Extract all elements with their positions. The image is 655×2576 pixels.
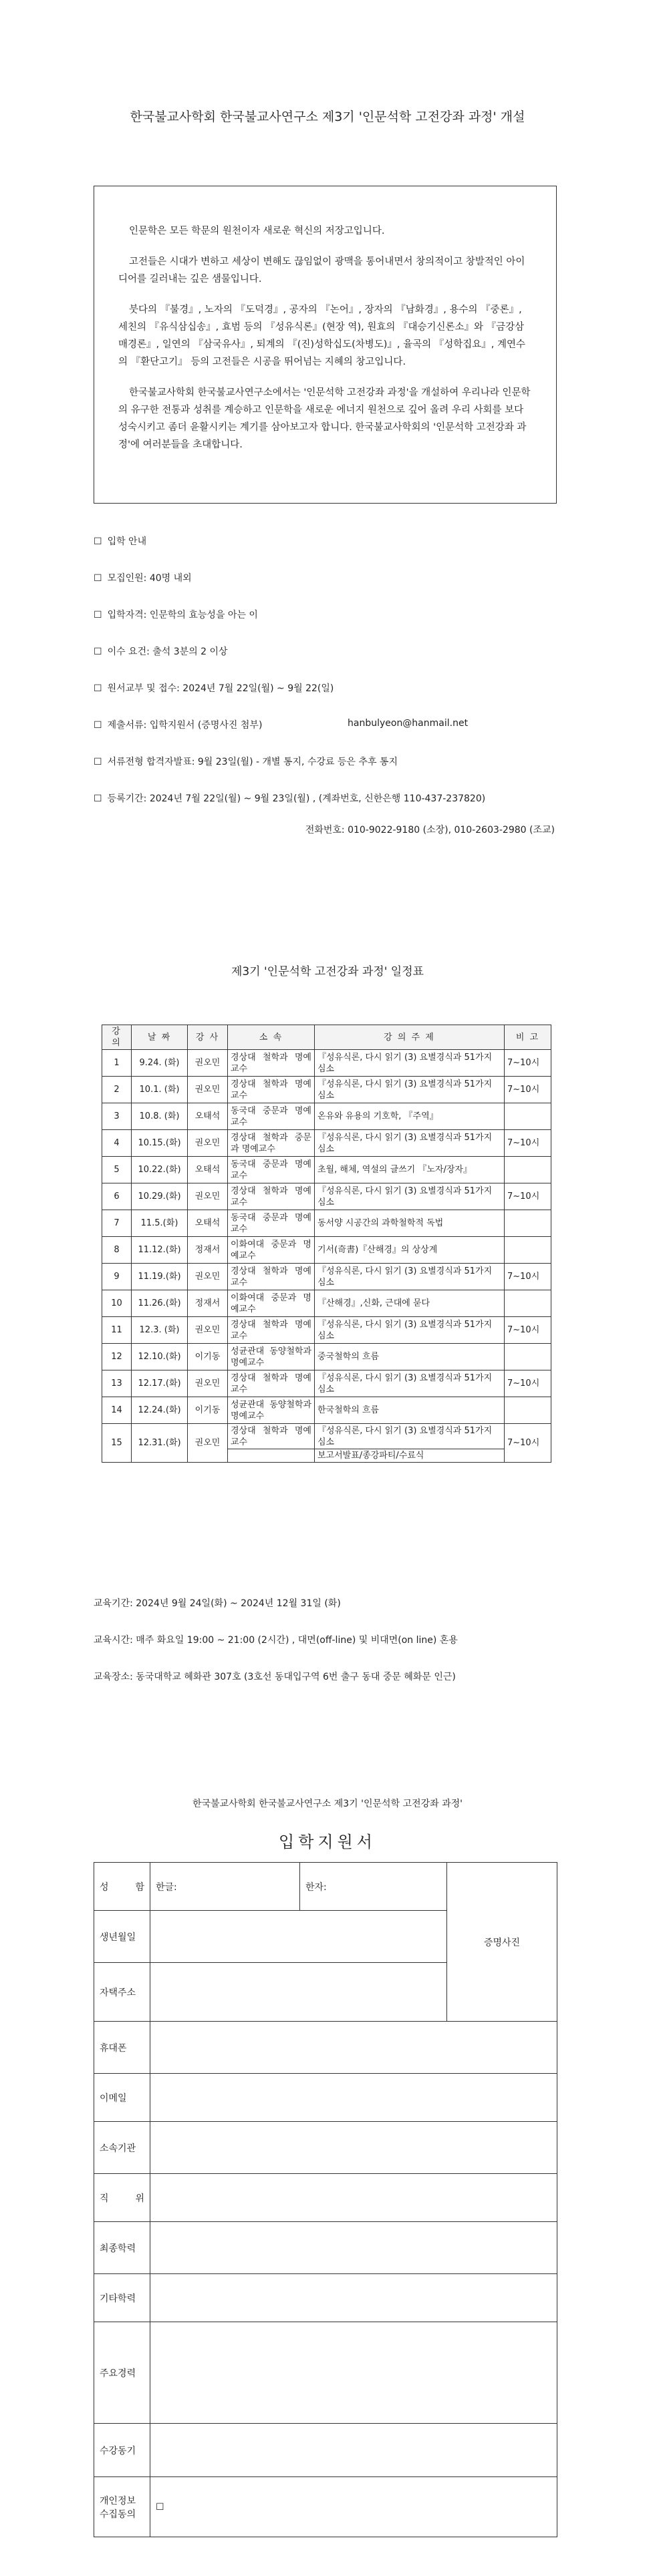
checkbox-icon: ☐ — [94, 683, 102, 694]
schedule-title: 제3기 '인문석학 고전강좌 과정' 일정표 — [231, 965, 424, 978]
affiliation: 경상대 철학과 명예교수 — [228, 1183, 315, 1210]
lecture-date: 12.24.(화) — [132, 1397, 188, 1424]
schedule-row — [102, 1183, 551, 1210]
checkbox-icon: ☐ — [94, 573, 102, 584]
phone-info: 전화번호: 010-9022-9180 (소장), 010-2603-2980 (조교) — [305, 825, 555, 836]
phone-label: 휴대폰 — [94, 2022, 150, 2074]
schedule-table — [102, 1025, 551, 1463]
lecture-topic: 『성유식론, 다시 읽기 (3) 요별경식과 51가지 심소 — [315, 1424, 505, 1449]
schedule-row — [102, 1344, 551, 1370]
note — [505, 1290, 551, 1317]
affiliation: 동국대 중문과 명예교수 — [228, 1157, 315, 1183]
checkbox-icon: ☐ — [94, 793, 102, 804]
info-text: 이수 요건: 출석 3분의 2 이상 — [107, 647, 228, 657]
lecture-date: 12.31.(화) — [132, 1424, 188, 1463]
lecture-date: 9.24. (화) — [132, 1050, 188, 1077]
lecture-number: 11 — [102, 1317, 132, 1344]
lecture-topic: 『성유식론, 다시 읽기 (3) 요별경식과 51가지 심소 — [315, 1130, 505, 1157]
name-label: 성 함 — [94, 1863, 150, 1911]
info-item-application — [94, 681, 334, 695]
lecture-number: 4 — [102, 1130, 132, 1157]
motive-label: 수강동기 — [94, 2424, 150, 2477]
address-label: 자택주소 — [94, 1963, 150, 2022]
schedule-row — [102, 1264, 551, 1290]
application-form — [94, 1862, 557, 2537]
note — [505, 1397, 551, 1424]
note: 7~10시 — [505, 1050, 551, 1077]
schedule-row — [102, 1050, 551, 1077]
position-label: 직 위 — [94, 2174, 150, 2222]
affiliation: 경상대 철학과 명예교수 — [228, 1077, 315, 1103]
note: 7~10시 — [505, 1130, 551, 1157]
lecture-number: 3 — [102, 1103, 132, 1130]
affiliation: 이화여대 중문과 명예교수 — [228, 1290, 315, 1317]
org-field[interactable] — [150, 2122, 557, 2174]
info-text: 입학자격: 인문학의 효능성을 아는 이 — [107, 610, 258, 620]
schedule-row — [102, 1317, 551, 1344]
lecture-number: 2 — [102, 1077, 132, 1103]
note: 7~10시 — [505, 1317, 551, 1344]
lecture-number: 12 — [102, 1344, 132, 1370]
form-header: 한국불교사학회 한국불교사연구소 제3기 '인문석학 고전강좌 과정' — [192, 1799, 463, 1809]
affiliation: 경상대 철학과 중문과 명예교수 — [228, 1130, 315, 1157]
affiliation: 동국대 중문과 명예교수 — [228, 1103, 315, 1130]
lecture-topic: 중국철학의 흐름 — [315, 1344, 505, 1370]
schedule-header-cell: 강 의 — [102, 1025, 132, 1050]
checkbox-icon: ☐ — [94, 536, 102, 547]
affiliation: 성균관대 동양철학과 명예교수 — [228, 1344, 315, 1370]
lecture-date: 10.29.(화) — [132, 1183, 188, 1210]
note: 7~10시 — [505, 1264, 551, 1290]
schedule-header-cell: 강 사 — [188, 1025, 228, 1050]
lecture-date: 11.26.(화) — [132, 1290, 188, 1317]
lecturer: 이기동 — [188, 1344, 228, 1370]
schedule-row — [102, 1290, 551, 1317]
career-field[interactable] — [150, 2322, 557, 2424]
affiliation: 경상대 철학과 명예교수 — [228, 1050, 315, 1077]
lecture-date: 12.10.(화) — [132, 1344, 188, 1370]
schedule-row — [102, 1397, 551, 1424]
info-text: 서류전형 합격자발표: 9월 23일(월) - 개별 통지, 수강료 등은 추후 통지 — [107, 757, 398, 767]
lecturer: 권오민 — [188, 1183, 228, 1210]
lecturer: 오태석 — [188, 1103, 228, 1130]
info-text: 모집인원: 40명 내외 — [107, 573, 192, 584]
schedule-row — [102, 1424, 551, 1449]
lecture-date: 11.5.(화) — [132, 1210, 188, 1237]
schedule-header-row — [102, 1025, 551, 1050]
lecturer: 권오민 — [188, 1370, 228, 1397]
affiliation: 경상대 철학과 명예교수 — [228, 1424, 315, 1449]
affiliation: 경상대 철학과 명예교수 — [228, 1317, 315, 1344]
lecturer: 오태석 — [188, 1210, 228, 1237]
schedule-row — [102, 1237, 551, 1264]
privacy-checkbox[interactable]: ☐ — [156, 2501, 164, 2513]
lecture-date: 11.12.(화) — [132, 1237, 188, 1264]
birth-field[interactable] — [150, 1911, 447, 1963]
lecturer: 권오민 — [188, 1050, 228, 1077]
photo-label: 증명사진 — [483, 1937, 521, 1948]
intro-paragraph: 고전들은 시대가 변하고 세상이 변해도 끊임없이 광맥을 통어내면서 창의적이고 창발적인 아이디어를 길러내는 깊은 샘물입니다. — [118, 256, 525, 285]
lecture-topic: 한국철학의 흐름 — [315, 1397, 505, 1424]
lecture-topic: 『성유식론, 다시 읽기 (3) 요별경식과 51가지 심소 — [315, 1317, 505, 1344]
lecture-number: 8 — [102, 1237, 132, 1264]
schedule-row — [102, 1157, 551, 1183]
info-item-requirement — [94, 645, 228, 658]
info-item-documents — [94, 718, 469, 731]
intro-box — [94, 186, 557, 504]
checkbox-icon: ☐ — [94, 757, 102, 767]
phone-field[interactable] — [150, 2022, 557, 2074]
edu-field[interactable] — [150, 2222, 557, 2274]
info-item-qualification — [94, 608, 258, 621]
affiliation: 성균관대 동양철학과 명예교수 — [228, 1397, 315, 1424]
lecture-number: 6 — [102, 1183, 132, 1210]
lecture-date: 11.19.(화) — [132, 1264, 188, 1290]
lecture-number: 9 — [102, 1264, 132, 1290]
lecture-number: 14 — [102, 1397, 132, 1424]
lecture-topic: 『성유식론, 다시 읽기 (3) 요별경식과 51가지 심소 — [315, 1183, 505, 1210]
name-hanja-field[interactable] — [300, 1863, 447, 1911]
lecture-number: 7 — [102, 1210, 132, 1237]
closing-event: 보고서발표/종강파티/수료식 — [315, 1449, 505, 1463]
schedule-row — [102, 1077, 551, 1103]
edu-label: 최종학력 — [94, 2222, 150, 2274]
privacy-label: 개인정보 수집동의 — [94, 2477, 150, 2537]
info-text: 입학 안내 — [107, 536, 147, 547]
lecturer: 정재서 — [188, 1237, 228, 1264]
note — [505, 1157, 551, 1183]
note — [505, 1344, 551, 1370]
lecturer: 권오민 — [188, 1130, 228, 1157]
address-field[interactable] — [150, 1963, 447, 2022]
lecture-date: 10.1. (화) — [132, 1077, 188, 1103]
note: 7~10시 — [505, 1077, 551, 1103]
photo-box[interactable] — [447, 1863, 557, 2022]
education-place: 교육장소: 동국대학교 혜화관 307호 (3호선 동대입구역 6번 출구 동대 중문 혜화문 인근) — [94, 1672, 456, 1682]
career-label: 주요경력 — [94, 2322, 150, 2424]
lecture-date: 10.8. (화) — [132, 1103, 188, 1130]
lecture-date: 12.3. (화) — [132, 1317, 188, 1344]
info-item-admission — [94, 534, 146, 548]
info-text: 등록기간: 2024년 7월 22일(월) ~ 9월 23일(월) , (계좌번호, 신한은행 110-437-237820) — [107, 793, 486, 804]
name-korean-field[interactable] — [150, 1863, 300, 1911]
info-item-quota — [94, 571, 192, 584]
affiliation: 동국대 중문과 명예교수 — [228, 1210, 315, 1237]
info-item-registration — [94, 791, 485, 805]
note — [505, 1210, 551, 1237]
lecture-number: 10 — [102, 1290, 132, 1317]
note: 7~10시 — [505, 1370, 551, 1397]
schedule-header-cell: 소 속 — [228, 1025, 315, 1050]
lecture-number: 15 — [102, 1424, 132, 1463]
intro-paragraph: 붓다의 『불경』, 노자의 『도덕경』, 공자의 『논어』, 장자의 『남화경』, 용수의 『중론』, 세친의 『유식삼십송』, 효범 등의 『성유식론』(현장 역), 원효의 『대승기신론소』와 『금강삼매경론』, 일연의 『삼국유사』, 퇴계의 『(진)성학십도(차병도)』, 율곡의 『성학집요』, 계연수의 『환단고기』 등의 고전들은 시공을 뛰어넘는 지혜의 창고입니다. — [118, 305, 526, 367]
form-title: 입학지원서 — [279, 1833, 376, 1851]
lecturer: 이기동 — [188, 1397, 228, 1424]
lecturer: 권오민 — [188, 1264, 228, 1290]
intro-paragraph: 인문학은 모든 학문의 원천이자 새로운 혁신의 저장고입니다. — [129, 226, 385, 236]
email-link[interactable]: hanbulyeon@hanmail.net — [348, 718, 469, 729]
lecture-number: 13 — [102, 1370, 132, 1397]
affiliation: 경상대 철학과 명예교수 — [228, 1264, 315, 1290]
lecture-topic: 『성유식론, 다시 읽기 (3) 요별경식과 51가지 심소 — [315, 1264, 505, 1290]
affiliation: 경상대 철학과 명예교수 — [228, 1370, 315, 1397]
schedule-header-cell: 비 고 — [505, 1025, 551, 1050]
korean-label: 한글: — [156, 1881, 177, 1893]
info-text: 제출서류: 입학지원서 (증명사진 첨부) — [107, 720, 263, 731]
lecture-topic: 동서양 시공간의 과학철학적 독법 — [315, 1210, 505, 1237]
lecturer: 오태석 — [188, 1157, 228, 1183]
lecture-date: 10.22.(화) — [132, 1157, 188, 1183]
checkbox-icon: ☐ — [94, 610, 102, 620]
intro-paragraph: 한국불교사학회 한국불교사연구소에서는 '인문석학 고전강좌 과정'을 개설하여 우리나라 인문학의 유구한 전통과 성취를 계승하고 인문학을 새로운 에너지 원천으로 깊어 올려 우리 사회를 보다 성숙시키고 좀더 윤활시키는 계기를 삼아보고자 합니다. 한국불교사학회의 '인문석학 고전강좌 과정'에 여러분들을 초대합니다. — [118, 387, 531, 450]
other-edu-label: 기타학력 — [94, 2274, 150, 2322]
lecturer: 권오민 — [188, 1317, 228, 1344]
lecture-topic: 기서(奇書)『산해경』의 상상계 — [315, 1237, 505, 1264]
affiliation: 이화여대 중문과 명예교수 — [228, 1237, 315, 1264]
note — [505, 1103, 551, 1130]
lecturer: 권오민 — [188, 1424, 228, 1463]
email-label: 이메일 — [94, 2074, 150, 2122]
lecture-date: 10.15.(화) — [132, 1130, 188, 1157]
education-time: 교육시간: 매주 화요일 19:00 ~ 21:00 (2시간) , 대면(off-line) 및 비대면(on line) 혼용 — [94, 1635, 458, 1646]
lecture-number: 1 — [102, 1050, 132, 1077]
schedule-row — [102, 1370, 551, 1397]
lecture-number: 5 — [102, 1157, 132, 1183]
lecture-topic: 『성유식론, 다시 읽기 (3) 요별경식과 51가지 심소 — [315, 1370, 505, 1397]
privacy-consent-field — [150, 2477, 557, 2537]
lecture-topic: 『성유식론, 다시 읽기 (3) 요별경식과 51가지 심소 — [315, 1077, 505, 1103]
hanja-label: 한자: — [305, 1881, 327, 1893]
schedule-row — [102, 1130, 551, 1157]
lecturer: 권오민 — [188, 1077, 228, 1103]
other-edu-field[interactable] — [150, 2274, 557, 2322]
schedule-header-cell: 날 짜 — [132, 1025, 188, 1050]
lecturer: 정재서 — [188, 1290, 228, 1317]
checkbox-icon: ☐ — [94, 647, 102, 657]
info-item-announcement — [94, 755, 398, 768]
note — [505, 1237, 551, 1264]
email-field[interactable] — [150, 2074, 557, 2122]
lecture-topic: 온유와 유용의 기호학, 『주역』 — [315, 1103, 505, 1130]
page-title: 한국불교사학회 한국불교사연구소 제3기 '인문석학 고전강좌 과정' 개설 — [130, 110, 525, 124]
schedule-header-cell: 강 의 주 제 — [315, 1025, 505, 1050]
lecture-date: 12.17.(화) — [132, 1370, 188, 1397]
birth-label: 생년월일 — [94, 1911, 150, 1963]
lecture-topic: 『성유식론, 다시 읽기 (3) 요별경식과 51가지 심소 — [315, 1050, 505, 1077]
checkbox-icon: ☐ — [94, 720, 102, 731]
schedule-row — [102, 1103, 551, 1130]
note: 7~10시 — [505, 1183, 551, 1210]
lecture-topic: 『산해경』,신화, 근대에 묻다 — [315, 1290, 505, 1317]
org-label: 소속기관 — [94, 2122, 150, 2174]
affiliation — [228, 1449, 315, 1463]
motive-field[interactable] — [150, 2424, 557, 2477]
info-text: 원서교부 및 접수: 2024년 7월 22일(월) ~ 9월 22(일) — [107, 683, 334, 694]
schedule-row — [102, 1210, 551, 1237]
lecture-topic: 초월, 해체, 역설의 글쓰기 『노자/장자』 — [315, 1157, 505, 1183]
position-field[interactable] — [150, 2174, 557, 2222]
education-period: 교육기간: 2024년 9월 24일(화) ~ 2024년 12월 31일 (화) — [94, 1598, 341, 1609]
note: 7~10시 — [505, 1424, 551, 1463]
